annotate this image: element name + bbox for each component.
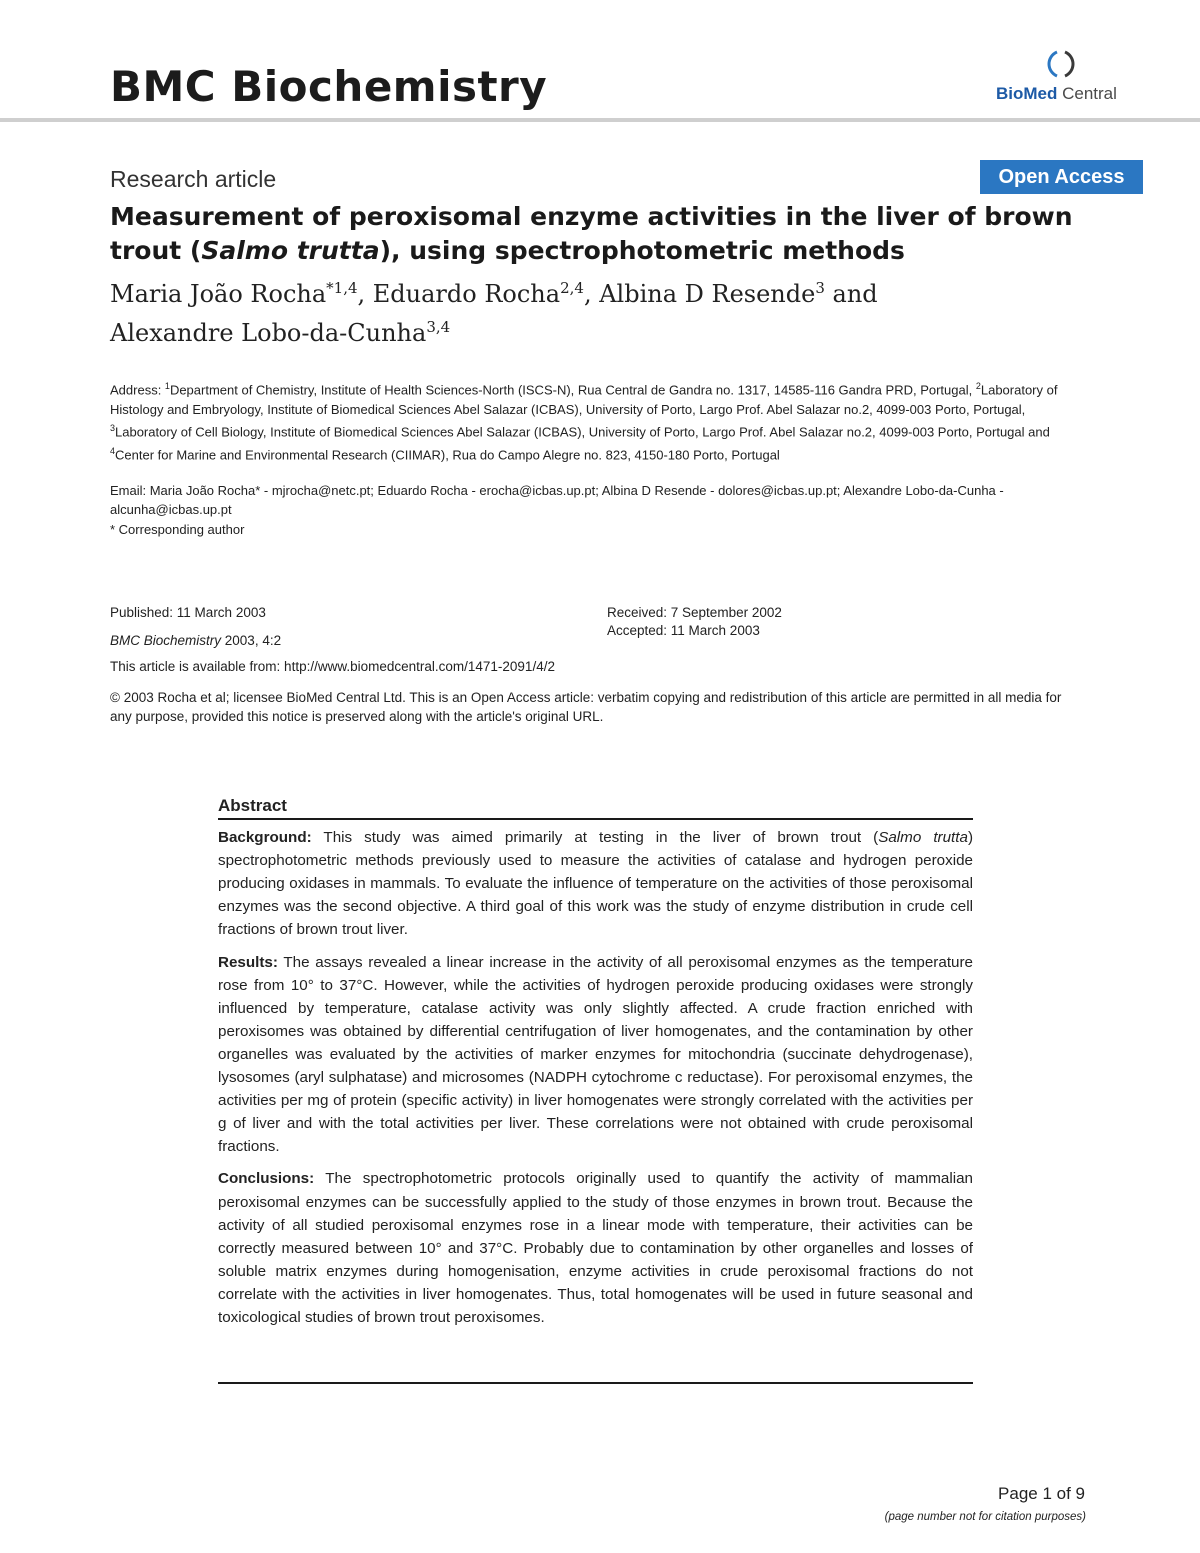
background-text-1: This study was aimed primarily at testing in the liver of brown trout ( <box>311 829 879 847</box>
paper-title <box>110 200 1110 268</box>
author-name[interactable]: Alexandre Lobo-da-Cunha <box>110 319 427 347</box>
author-separator: and <box>824 280 878 308</box>
background-text-2: ) spectrophotometric methods previously used to measure the activities of catalase and hydrogen peroxide producing oxidases in mammals. To evaluate the influence of temperature on the activities of those peroxisomal enzymes was the second objective. A third goal of this work was the study of enzyme distribution in crude cell fractions of brown trout liver. <box>218 829 973 939</box>
citation-volume: 2003, 4:2 <box>221 633 282 648</box>
article-url[interactable]: This article is available from: http://www.biomedcentral.com/1471-2091/4/2 <box>110 659 555 674</box>
open-access-badge: Open Access <box>980 160 1143 194</box>
author-affiliation: 2,4 <box>560 279 584 297</box>
author-addresses <box>110 377 1085 464</box>
affiliation-number: 1 <box>164 381 170 391</box>
abstract-background <box>218 826 973 941</box>
affiliation-number: 4 <box>110 445 116 456</box>
published-date: Published: 11 March 2003 <box>110 605 266 620</box>
author-name[interactable]: Albina D Resende <box>599 280 816 308</box>
abstract-bottom-rule <box>218 1382 973 1384</box>
logo-central: Central <box>1057 84 1117 103</box>
header-divider <box>0 118 1200 122</box>
biomed-central-logo[interactable] <box>996 48 1136 108</box>
article-type: Research article <box>110 166 277 192</box>
author-affiliation: 3,4 <box>426 318 451 336</box>
author-name[interactable]: Eduardo Rocha <box>372 280 561 308</box>
results-text: The assays revealed a linear increase in the activity of all peroxisomal enzymes as the temperature rose from 10° to 37°C. However, while the activities of hydrogen peroxide producing oxidases were strongly influenced by temperature, catalase activity was only slightly affected. A crude fraction enriched with peroxisomes was obtained by differential centrifugation of liver homogenates, and the contamination by other organelles was evaluated by the activities of marker enzymes for mitochondria (succinate dehydrogenase), lysosomes (aryl sulphatase) and microsomes (NADPH cytochrome c reductase). For peroxisomal enzymes, the activities per mg of protein (specific activity) in liver homogenates were strongly correlated with the activities per g of liver and with the total activities per liver. These correlations were not obtained with crude peroxisomal fractions. <box>218 953 973 1156</box>
abstract-results <box>218 951 973 1159</box>
affiliation-text: Laboratory of Cell Biology, Institute of Biomedical Sciences Abel Salazar (ICBAS), University of Porto, Largo Prof. Abel Salazar no.2, 4099-003 Porto, Portugal and <box>115 424 1050 440</box>
author-list <box>110 272 1110 350</box>
received-date: Received: 7 September 2002 <box>607 605 782 620</box>
author-name[interactable]: Maria João Rocha <box>110 280 327 308</box>
background-species: Salmo trutta <box>878 829 968 847</box>
corresponding-author-note: * Corresponding author <box>110 522 245 537</box>
page-number: Page 1 of 9 <box>998 1484 1085 1503</box>
citation-journal: BMC Biochemistry <box>110 633 222 648</box>
biomed-central-arcs-icon <box>1044 48 1080 80</box>
citation <box>110 633 281 648</box>
author-affiliation: 3 <box>815 279 825 297</box>
affiliation-text: Laboratory of Histology and Embryology, Institute of Biomedical Sciences Abel Salazar (ICBAS), University of Porto, Largo Prof. Abel Salazar no.2, 4099-003 Porto, Portugal, <box>110 382 1058 417</box>
copyright-notice: © 2003 Rocha et al; licensee BioMed Central Ltd. This is an Open Access article: verbatim copying and redistribution of this article are permitted in all media for any purpose, provided this notice is preserved along with the article's original URL. <box>110 690 1062 724</box>
logo-text <box>996 84 1117 104</box>
conclusions-label: Conclusions: <box>218 1170 315 1188</box>
author-emails[interactable]: Email: Maria João Rocha* - mjrocha@netc.pt; Eduardo Rocha - erocha@icbas.up.pt; Albina D Resende - dolores@icbas.up.pt; Alexandre Lobo-da-Cunha - alcunha@icbas.up.pt <box>110 483 1004 518</box>
abstract-conclusions <box>218 1167 973 1329</box>
affiliation-number: 3 <box>110 422 116 433</box>
author-separator: , <box>357 280 373 308</box>
abstract-heading: Abstract <box>218 794 973 820</box>
abstract-section <box>218 794 973 1338</box>
affiliation-number: 2 <box>975 381 981 391</box>
title-part2: ), using spectrophotometric methods <box>379 236 905 265</box>
title-part1: Measurement of peroxisomal enzyme activities in the liver of brown trout ( <box>110 202 1073 265</box>
page-number-note: (page number not for citation purposes) <box>884 1511 1086 1523</box>
author-affiliation: *1,4 <box>326 279 358 297</box>
logo-bio: BioMed <box>996 84 1058 103</box>
affiliation-text: Center for Marine and Environmental Research (CIIMAR), Rua do Campo Alegre no. 823, 4150-180 Porto, Portugal <box>115 446 780 462</box>
author-separator: , <box>583 280 600 308</box>
address-label: Address: <box>110 382 165 398</box>
submission-dates <box>607 604 782 640</box>
title-species: Salmo trutta <box>201 236 380 265</box>
affiliation-text: Department of Chemistry, Institute of Health Sciences-North (ISCS-N), Rua Central de Gandra no. 1317, 14585-116 Gandra PRD, Portugal, <box>169 382 976 398</box>
journal-title: BMC Biochemistry <box>110 62 548 111</box>
conclusions-text: The spectrophotometric protocols originally used to quantify the activity of mammalian peroxisomal enzymes can be successfully applied to the study of those enzymes in brown trout. Because the activity of all studied peroxisomal enzymes rose in a linear mode with temperature, their activities can be correctly measured between 10° and 37°C. Probably due to contamination by other organelles and losses of soluble matrix enzymes during homogenisation, enzyme activities in crude peroxisomal fractions do not correlate with the activities in liver homogenates. Thus, total homogenates will be used in future seasonal and toxicological studies of brown trout peroxisomes. <box>218 1170 973 1326</box>
background-label: Background: <box>218 829 312 847</box>
results-label: Results: <box>218 953 278 971</box>
accepted-date: Accepted: 11 March 2003 <box>607 623 760 638</box>
